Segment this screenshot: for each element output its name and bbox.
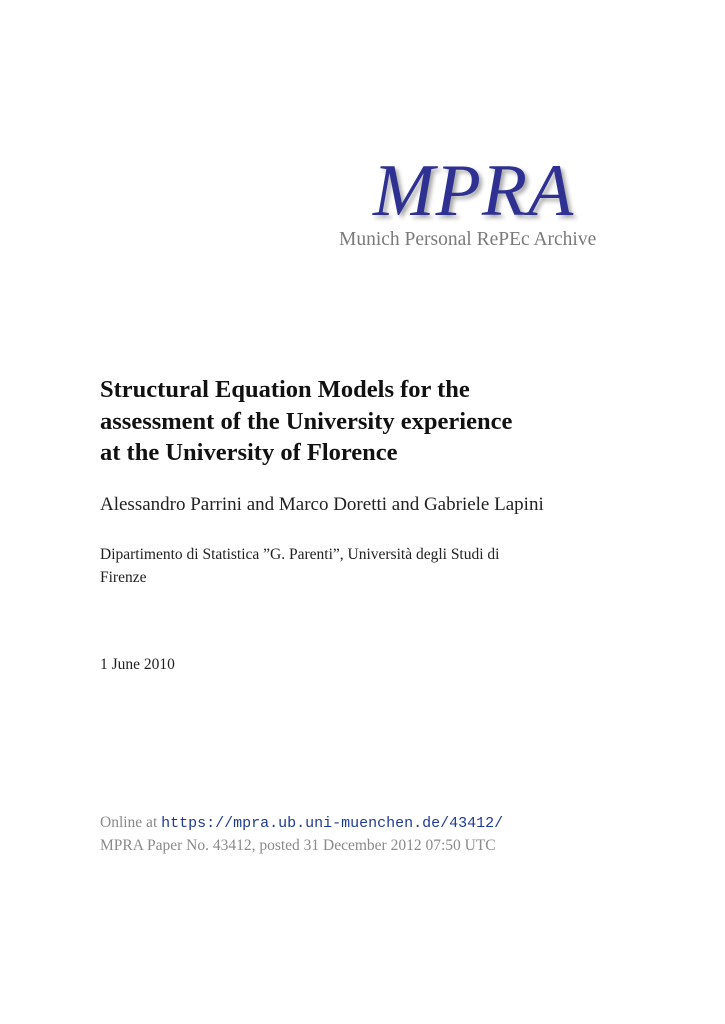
- paper-date: 1 June 2010: [100, 656, 175, 673]
- paper-info: MPRA Paper No. 43412, posted 31 December 2012 07:50 UTC: [100, 837, 496, 854]
- logo-mark: MPRA: [373, 150, 575, 232]
- title-line: Structural Equation Models for the: [100, 376, 470, 403]
- online-prefix: Online at: [100, 814, 158, 831]
- title-line: assessment of the University experience: [100, 407, 513, 435]
- title-line: at the University of Florence: [100, 439, 398, 466]
- online-at-line: [100, 814, 503, 832]
- affiliation-line: Dipartimento di Statistica ”G. Parenti”, Università degli Studi di: [100, 546, 500, 563]
- paper-title: [100, 374, 640, 469]
- paper-affiliation: [100, 543, 620, 589]
- logo-subtitle: Munich Personal RePEc Archive: [339, 229, 597, 250]
- paper-url-link[interactable]: https://mpra.ub.uni-muenchen.de/43412/: [161, 815, 504, 832]
- paper-authors: Alessandro Parrini and Marco Doretti and Gabriele Lapini: [100, 494, 544, 515]
- affiliation-line: Firenze: [100, 569, 147, 586]
- mpra-logo: [335, 150, 625, 260]
